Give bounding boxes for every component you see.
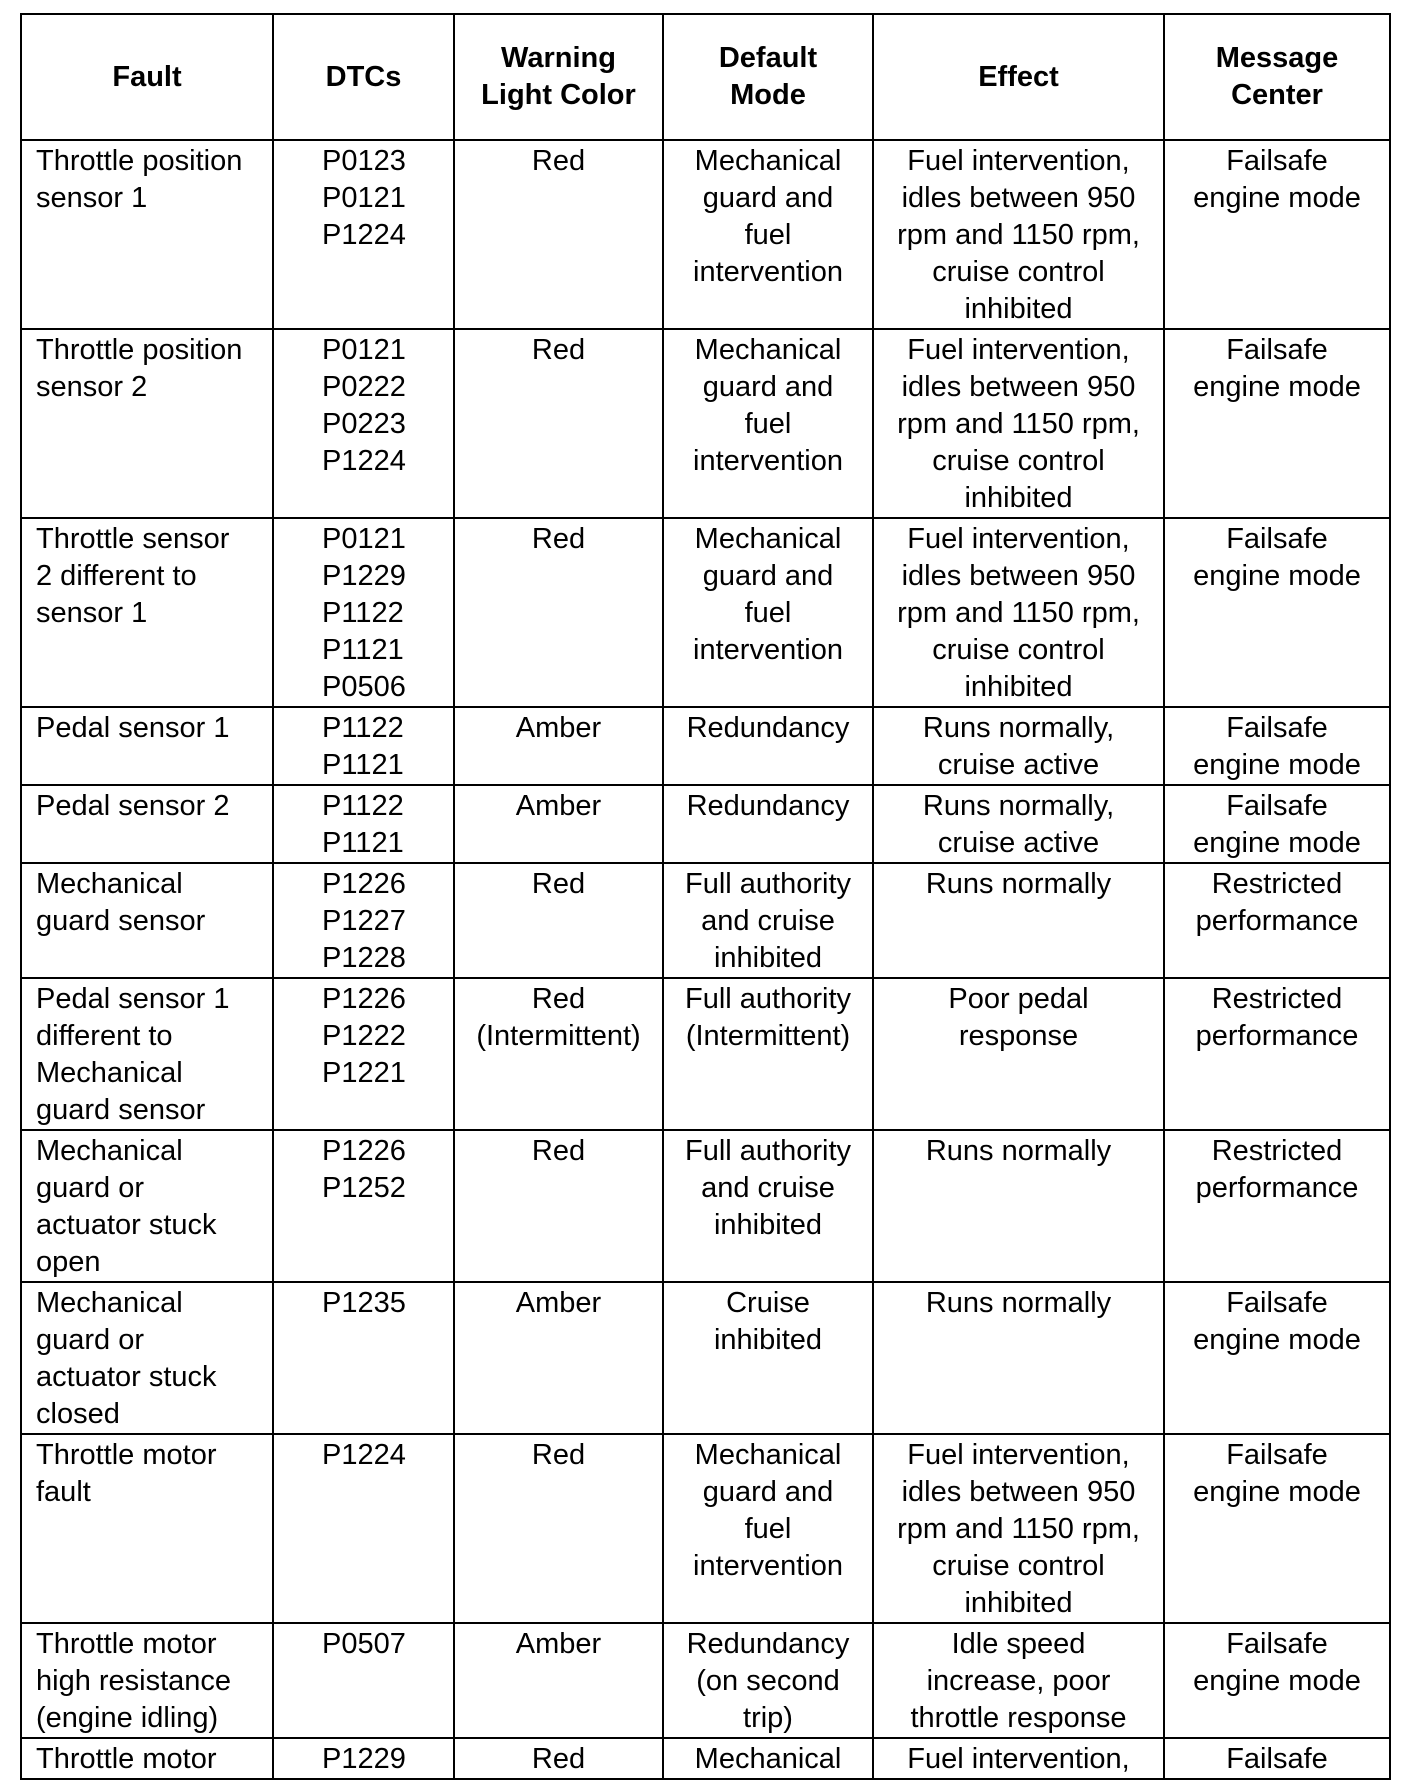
message-center-cell [1164,785,1390,863]
dtcs-cell [273,518,454,707]
message-center-cell-text: Restricted performance [1195,983,1359,1052]
dtc-code: P0507 [322,1628,406,1660]
dtcs-cell [273,1623,454,1738]
dtcs-cell [273,785,454,863]
dtc-code: P1122 [322,597,404,629]
effect-cell [873,1434,1164,1623]
effect-cell-text: Runs normally [925,868,1112,900]
warning-light-cell [454,707,663,785]
effect-cell [873,785,1164,863]
dtc-code: P0121 [322,334,406,366]
dtc-code: P1228 [322,942,406,974]
warning-light-cell-text: Red [531,334,586,366]
warning-light-cell [454,863,663,978]
effect-cell [873,863,1164,978]
header-row [21,14,1390,140]
message-center-cell-text: Failsafe engine mode [1193,334,1361,403]
warning-light-cell-text: Amber [515,1628,602,1660]
warning-light-cell-text: Red [531,868,586,900]
dtc-code: P0222 [322,371,406,403]
table-row [21,863,1390,978]
dtcs-cell [273,978,454,1130]
table-row [21,978,1390,1130]
dtc-code: P0506 [322,671,406,703]
fault-cell-text: Throttle motor [36,1743,217,1775]
default-mode-cell [663,1130,873,1282]
warning-light-cell [454,1623,663,1738]
effect-cell-text: Fuel intervention, idles between 950 rpm and 1150 rpm, cruise control inhibited [897,523,1140,703]
warning-light-cell [454,518,663,707]
message-center-cell [1164,978,1390,1130]
default-mode-cell-text: Cruise inhibited [713,1287,823,1356]
dtc-code: P0123 [322,145,406,177]
fault-cell-text: Pedal sensor 1 different to Mechanical guard sensor [36,983,230,1126]
dtcs-cell [273,329,454,518]
default-mode-cell-text: Mechanical guard and fuel intervention [693,145,843,288]
effect-cell [873,140,1164,329]
dtc-code: P1224 [322,1439,406,1471]
table-row [21,329,1390,518]
message-center-cell-text: Failsafe engine mode [1193,1439,1361,1508]
warning-light-cell [454,1434,663,1623]
warning-light-cell-text: Red [531,1135,586,1167]
message-center-cell-text: Failsafe engine mode [1193,145,1361,214]
table-row [21,1738,1390,1779]
effect-cell [873,1130,1164,1282]
message-center-cell [1164,1434,1390,1623]
effect-cell-text: Poor pedal response [948,983,1089,1052]
fault-cell-text: Mechanical guard sensor [36,868,206,937]
warning-light-cell [454,140,663,329]
effect-cell-text: Idle speed increase, poor throttle response [910,1628,1127,1734]
dtc-code: P1227 [322,905,406,937]
fault-cell [21,863,273,978]
default-mode-cell [663,518,873,707]
default-mode-cell [663,1623,873,1738]
dtc-code: P1224 [322,219,406,251]
dtc-code: P1222 [322,1020,406,1052]
message-center-cell [1164,518,1390,707]
default-mode-cell-text: Redundancy [686,712,850,744]
default-mode-cell-text: Full authority and cruise inhibited [684,1135,851,1241]
dtc-code: P1121 [322,634,404,666]
fault-cell [21,707,273,785]
dtcs-cell [273,863,454,978]
fault-cell [21,518,273,707]
message-center-cell [1164,1130,1390,1282]
message-center-cell-text: Failsafe engine mode [1193,523,1361,592]
effect-cell [873,518,1164,707]
warning-light-cell [454,1282,663,1434]
dtcs-cell [273,1130,454,1282]
fault-cell [21,1623,273,1738]
dtcs-cell [273,1282,454,1434]
fault-cell-text: Throttle sensor 2 different to sensor 1 [36,523,230,629]
default-mode-cell [663,329,873,518]
default-mode-cell-text: Full authority (Intermittent) [684,983,851,1052]
effect-cell [873,707,1164,785]
fault-cell [21,1130,273,1282]
warning-light-cell-text: Red [531,1743,586,1775]
table-row [21,785,1390,863]
message-center-cell-text: Failsafe engine mode [1193,790,1361,859]
fault-cell-text: Pedal sensor 1 [36,712,230,744]
message-center-cell-text: Failsafe engine mode [1193,712,1361,781]
dtc-code: P1226 [322,1135,406,1167]
dtc-code: P1252 [322,1172,406,1204]
table-body [21,140,1390,1779]
dtcs-cell [273,1434,454,1623]
dtc-code: P0121 [322,182,406,214]
fault-cell-text: Mechanical guard or actuator stuck closed [36,1287,217,1430]
effect-cell-text: Runs normally, cruise active [922,712,1115,781]
dtc-code: P0223 [322,408,406,440]
default-mode-cell-text: Mechanical guard and fuel intervention [693,523,843,666]
fault-cell-text: Throttle position sensor 2 [36,334,243,403]
warning-light-cell-text: Amber [515,1287,602,1319]
fault-cell [21,785,273,863]
dtc-code: P0121 [322,523,406,555]
dtc-code: P1229 [322,560,406,592]
warning-light-cell-text: Amber [515,712,602,744]
default-mode-cell [663,140,873,329]
dtcs-cell [273,707,454,785]
header-effect: Effect [873,14,1164,140]
effect-cell [873,329,1164,518]
fault-cell [21,1738,273,1779]
message-center-cell-text: Restricted performance [1195,868,1359,937]
dtc-code: P1229 [322,1743,406,1775]
dtcs-cell [273,1738,454,1779]
header-message-center: Message Center [1164,14,1390,140]
default-mode-cell [663,1738,873,1779]
warning-light-cell [454,1130,663,1282]
fault-cell [21,329,273,518]
message-center-cell [1164,329,1390,518]
fault-cell [21,978,273,1130]
table-row [21,518,1390,707]
warning-light-cell-text: Amber [515,790,602,822]
warning-light-cell [454,329,663,518]
fault-table [20,13,1391,1780]
warning-light-cell [454,978,663,1130]
header-dtcs: DTCs [273,14,454,140]
fault-cell-text: Pedal sensor 2 [36,790,230,822]
dtc-code: P1121 [322,827,404,859]
effect-cell-text: Fuel intervention, idles between 950 rpm and 1150 rpm, cruise control inhibited [897,334,1140,514]
default-mode-cell [663,863,873,978]
dtc-code: P1122 [322,790,404,822]
default-mode-cell-text: Full authority and cruise inhibited [684,868,851,974]
dtc-code: P1121 [322,749,404,781]
fault-cell [21,1434,273,1623]
effect-cell [873,1623,1164,1738]
message-center-cell [1164,707,1390,785]
default-mode-cell-text: Mechanical guard and fuel intervention [693,1439,843,1582]
fault-cell-text: Throttle motor high resistance (engine idling) [36,1628,232,1734]
effect-cell-text: Runs normally [925,1135,1112,1167]
default-mode-cell-text: Mechanical guard and fuel intervention [693,334,843,477]
default-mode-cell [663,978,873,1130]
message-center-cell [1164,1623,1390,1738]
table-row [21,1282,1390,1434]
message-center-cell-text: Failsafe [1226,1743,1328,1775]
default-mode-cell [663,707,873,785]
effect-cell [873,1738,1164,1779]
default-mode-cell-text: Mechanical [694,1743,842,1775]
table-row [21,1623,1390,1738]
effect-cell [873,1282,1164,1434]
warning-light-cell-text: Red [531,145,586,177]
header-default-mode: Default Mode [663,14,873,140]
dtc-code: P1226 [322,983,406,1015]
dtc-code: P1221 [322,1057,406,1089]
fault-cell-text: Throttle position sensor 1 [36,145,243,214]
default-mode-cell [663,1434,873,1623]
table-row [21,707,1390,785]
dtc-code: P1235 [322,1287,406,1319]
message-center-cell [1164,1738,1390,1779]
effect-cell-text: Runs normally [925,1287,1112,1319]
message-center-cell-text: Failsafe engine mode [1193,1287,1361,1356]
default-mode-cell [663,785,873,863]
warning-light-cell-text: Red [531,523,586,555]
effect-cell-text: Fuel intervention, idles between 950 rpm and 1150 rpm, cruise control inhibited [897,1439,1140,1619]
message-center-cell [1164,1282,1390,1434]
effect-cell-text: Fuel intervention, [907,1743,1130,1775]
dtc-code: P1224 [322,445,406,477]
message-center-cell-text: Failsafe engine mode [1193,1628,1361,1697]
default-mode-cell-text: Redundancy [686,790,850,822]
default-mode-cell [663,1282,873,1434]
table-row [21,140,1390,329]
table-row [21,1130,1390,1282]
fault-cell-text: Mechanical guard or actuator stuck open [36,1135,217,1278]
warning-light-cell [454,1738,663,1779]
warning-light-cell-text: Red (Intermittent) [476,983,641,1052]
table-row [21,1434,1390,1623]
dtc-code: P1226 [322,868,406,900]
dtc-code: P1122 [322,712,404,744]
header-fault: Fault [21,14,273,140]
warning-light-cell-text: Red [531,1439,586,1471]
default-mode-cell-text: Redundancy (on second trip) [686,1628,850,1734]
header-warning-light-color: Warning Light Color [454,14,663,140]
fault-cell [21,1282,273,1434]
message-center-cell-text: Restricted performance [1195,1135,1359,1204]
message-center-cell [1164,140,1390,329]
message-center-cell [1164,863,1390,978]
fault-cell-text: Throttle motor fault [36,1439,217,1508]
effect-cell [873,978,1164,1130]
effect-cell-text: Runs normally, cruise active [922,790,1115,859]
dtcs-cell [273,140,454,329]
effect-cell-text: Fuel intervention, idles between 950 rpm and 1150 rpm, cruise control inhibited [897,145,1140,325]
fault-cell [21,140,273,329]
warning-light-cell [454,785,663,863]
